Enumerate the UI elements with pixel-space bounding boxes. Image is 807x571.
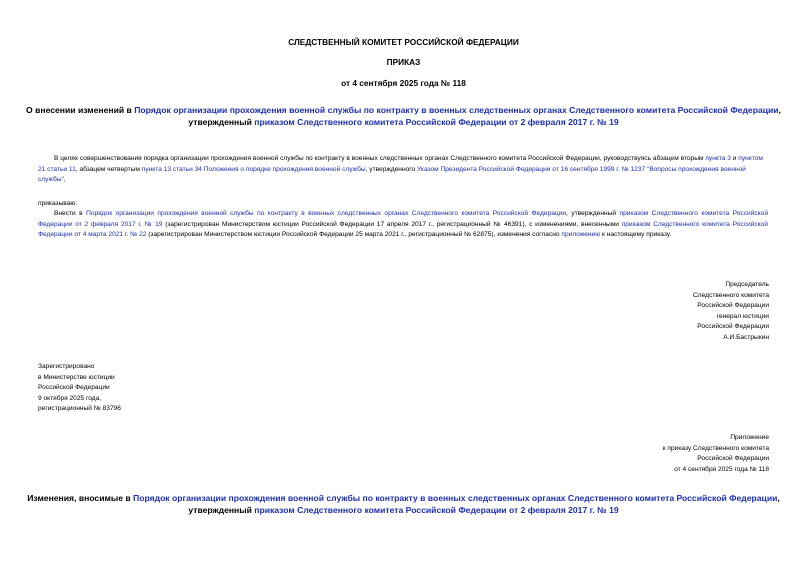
document-type: ПРИКАЗ [386,57,421,67]
registration-block [38,362,238,415]
appendix-block [549,433,769,475]
title-middle: , утвержденный [188,105,781,127]
link-regulation[interactable]: Положения о порядке прохождения военной службы [203,165,366,173]
link-point-3[interactable]: пункта 3 [705,155,731,162]
body-text-1: Внести в [54,210,87,217]
body-link-order-2021[interactable]: приказом Следственного комитета Российской Федерации от 4 марта 2021 г. № 22 [38,220,768,239]
signature-line: генерал юстиции [716,312,769,320]
appendix-line: от 4 сентября 2025 года № 118 [674,465,769,473]
signature-line: Следственного комитета [693,291,769,299]
preamble-paragraph [38,154,768,186]
registration-number: регистрационный № 83796 [38,405,121,413]
appendix-line: Приложение [730,434,769,441]
changes-title [26,492,781,516]
preamble-text-2: и [730,155,739,162]
title-link-procedure[interactable]: Порядок организации прохождения военной службы по контракту в военных следственных органах Следственного комитета Российской Федерации [134,105,779,115]
preamble-text-5: , утвержденного [365,165,418,173]
signature-block [569,280,769,344]
signer-name: А.И.Бастрыкин [723,333,769,341]
agency-name: СЛЕДСТВЕННЫЙ КОМИТЕТ РОССИЙСКОЙ ФЕДЕРАЦИИ [288,37,519,47]
changes-title-link-order-2017[interactable]: приказом Следственного комитета Российской Федерации от 2 февраля 2017 г. № 19 [254,505,619,515]
order-word: приказываю: [38,200,78,207]
link-presidential-decree[interactable]: Указом Президента Российской Федерации от 16 сентября 1999 г. № 1237 "Вопросы прохождения военной службы" [38,165,746,184]
registration-line: Зарегистрировано [38,363,95,370]
body-link-procedure[interactable]: Порядок организации прохождения военной службы по контракту в военных следственных органах Следственного комитета Российской Федерации [86,210,567,217]
body-text-2: , утвержденный [566,210,620,217]
link-point-13-article-34[interactable]: пункта 13 статьи 34 [141,165,202,173]
document-date-number: от 4 сентября 2025 года № 118 [341,78,466,88]
registration-line: в Министерстве юстиции [38,373,115,381]
body-link-order-2017[interactable]: приказом Следственного комитета Российской Федерации от 2 февраля 2017 г. № 19 [38,210,768,228]
link-point-21-article-11[interactable]: пунктом 21 статьи 11 [38,155,763,173]
preamble-text-3: , абзацем четвертым [75,165,142,173]
changes-title-middle: , утвержденный [188,493,780,515]
body-paragraph [38,209,768,241]
registration-date: 9 октября 2025 года, [38,394,102,402]
preamble-text-1: В целях совершенствования порядка организации прохождения военной службы по контракту в военных следственных органах Следственного комитета Российской Федерации, руководствуясь абзацем вторым [54,155,706,162]
appendix-line: Российской Федерации [697,455,769,463]
appendix-line: к приказу Следственного комитета [662,444,769,452]
body-text-3: (зарегистрирован Министерством юстиции Российской Федерации 17 апреля 2017 г., регистрационный № 46391), с изменениями, внесенными [162,220,622,228]
changes-title-link-procedure[interactable]: Порядок организации прохождения военной службы по контракту в военных следственных органах Следственного комитета Российской Федерации [133,493,778,503]
body-text-4: (зарегистрирован Министерством юстиции Российской Федерации 25 марта 2021 г., регистрационный № 62875), изменения согласно [146,231,562,239]
body-text-5: к настоящему приказу. [600,231,672,239]
signature-line: Председатель [725,281,769,288]
title-prefix: О внесении изменений в [26,105,135,115]
signature-line: Российской Федерации [697,323,769,331]
body-link-appendix[interactable]: приложению [561,231,601,239]
signature-line: Российской Федерации [697,302,769,310]
changes-title-prefix: Изменения, вносимые в [27,493,134,503]
preamble-text-6: , [63,176,66,184]
order-title [26,104,781,128]
title-link-order-2017[interactable]: приказом Следственного комитета Российской Федерации от 2 февраля 2017 г. № 19 [254,117,619,127]
registration-line: Российской Федерации [38,384,110,392]
